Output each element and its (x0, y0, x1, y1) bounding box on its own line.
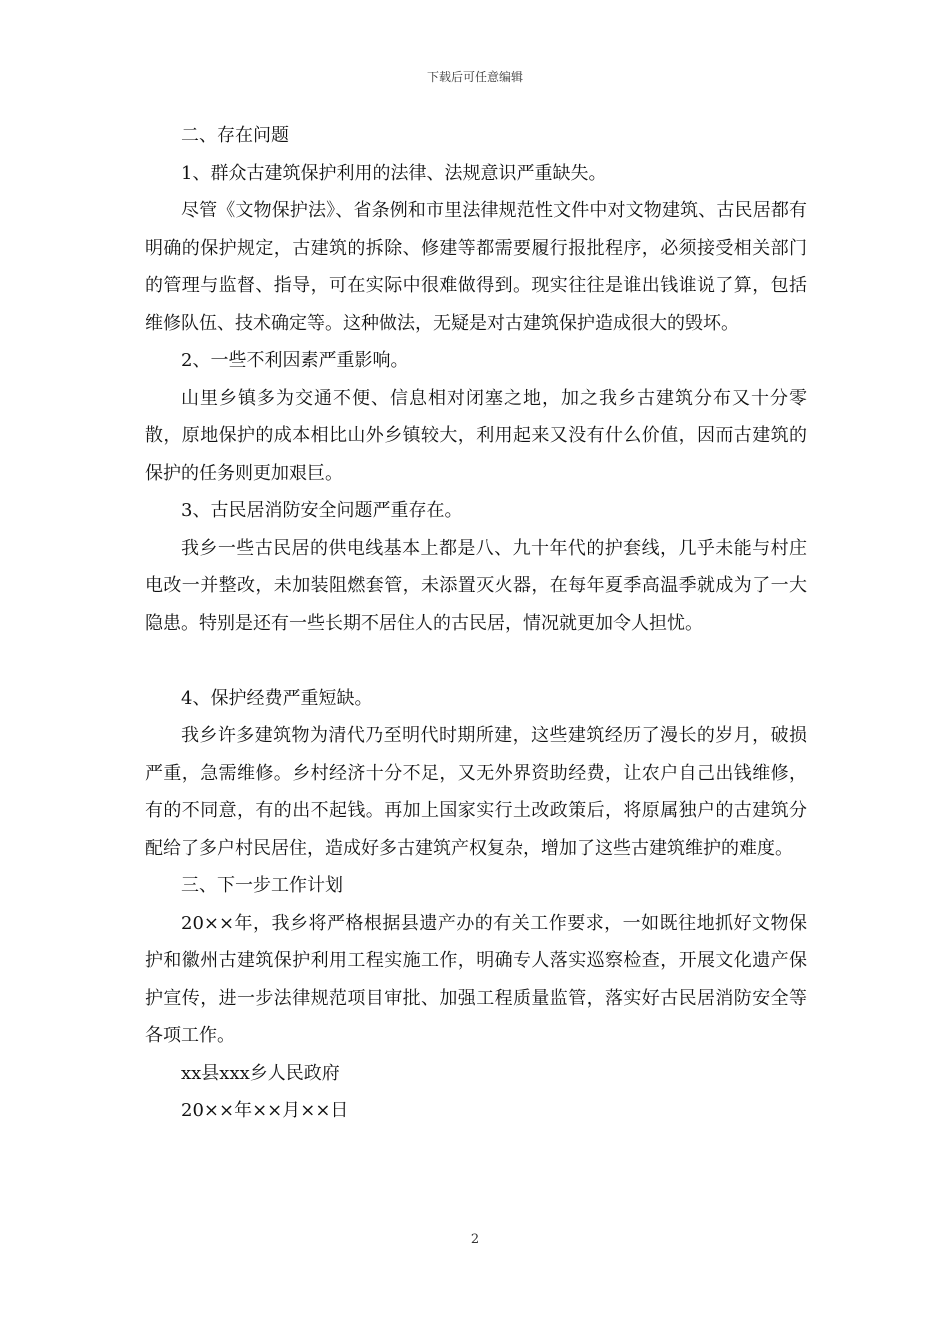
subheading-unfavorable-factors: 2、一些不利因素严重影响。 (181, 350, 409, 371)
paragraph-spacer (145, 642, 807, 680)
subheading-funding-shortage: 4、保护经费严重短缺。 (181, 687, 373, 709)
signature-date: 20××年××月××日 (181, 1100, 349, 1121)
section-heading-next-steps: 三、下一步工作计划 (181, 875, 343, 896)
subheading-fire-safety: 3、古民居消防安全问题严重存在。 (181, 500, 463, 521)
page-header: 下载后可任意编辑 (426, 70, 523, 84)
section-heading-problems: 二、存在问题 (181, 125, 289, 146)
document-body (145, 117, 807, 1130)
subheading-legal-awareness: 1、群众古建筑保护利用的法律、法规意识严重缺失。 (181, 162, 607, 184)
paragraph-unfavorable-factors: 山里乡镇多为交通不便、信息相对闭塞之地，加之我乡古建筑分布又十分零散，原地保护的成本相比山外乡镇较大，利用起来又没有什么价值，因而古建筑的保护的任务则更加艰巨。 (145, 387, 807, 484)
paragraph-legal-awareness: 尽管《文物保护法》、省条例和市里法律规范性文件中对文物建筑、古民居都有明确的保护规定，古建筑的拆除、修建等都需要履行报批程序，必须接受相关部门的管理与监督、指导，可在实际中很难做得到。现实往往是谁出钱谁说了算，包括维修队伍、技术确定等。这种做法，无疑是对古建筑保护造成很大的毁坏。 (145, 200, 807, 334)
signature-organization: xx县xxx乡人民政府 (181, 1062, 340, 1084)
paragraph-fire-safety: 我乡一些古民居的供电线基本上都是八、九十年代的护套线，几乎未能与村庄电改一并整改，未加装阻燃套管，未添置灭火器，在每年夏季高温季就成为了一大隐患。特别是还有一些长期不居住人的古民居，情况就更加令人担忧。 (145, 537, 807, 634)
page-number: 2 (470, 1232, 480, 1247)
paragraph-funding-shortage: 我乡许多建筑物为清代乃至明代时期所建，这些建筑经历了漫长的岁月，破损严重，急需维修。乡村经济十分不足，又无外界资助经费，让农户自己出钱维修，有的不同意，有的出不起钱。再加上国家实行土改政策后，将原属独户的古建筑分配给了多户村民居住，造成好多古建筑产权复杂，增加了这些古建筑维护的难度。 (145, 725, 807, 859)
paragraph-work-plan: 20××年，我乡将严格根据县遗产办的有关工作要求，一如既往地抓好文物保护和徽州古建筑保护利用工程实施工作，明确专人落实巡察检查，开展文化遗产保护宣传，进一步法律规范项目审批、加强工程质量监管，落实好古民居消防安全等各项工作。 (145, 912, 807, 1046)
